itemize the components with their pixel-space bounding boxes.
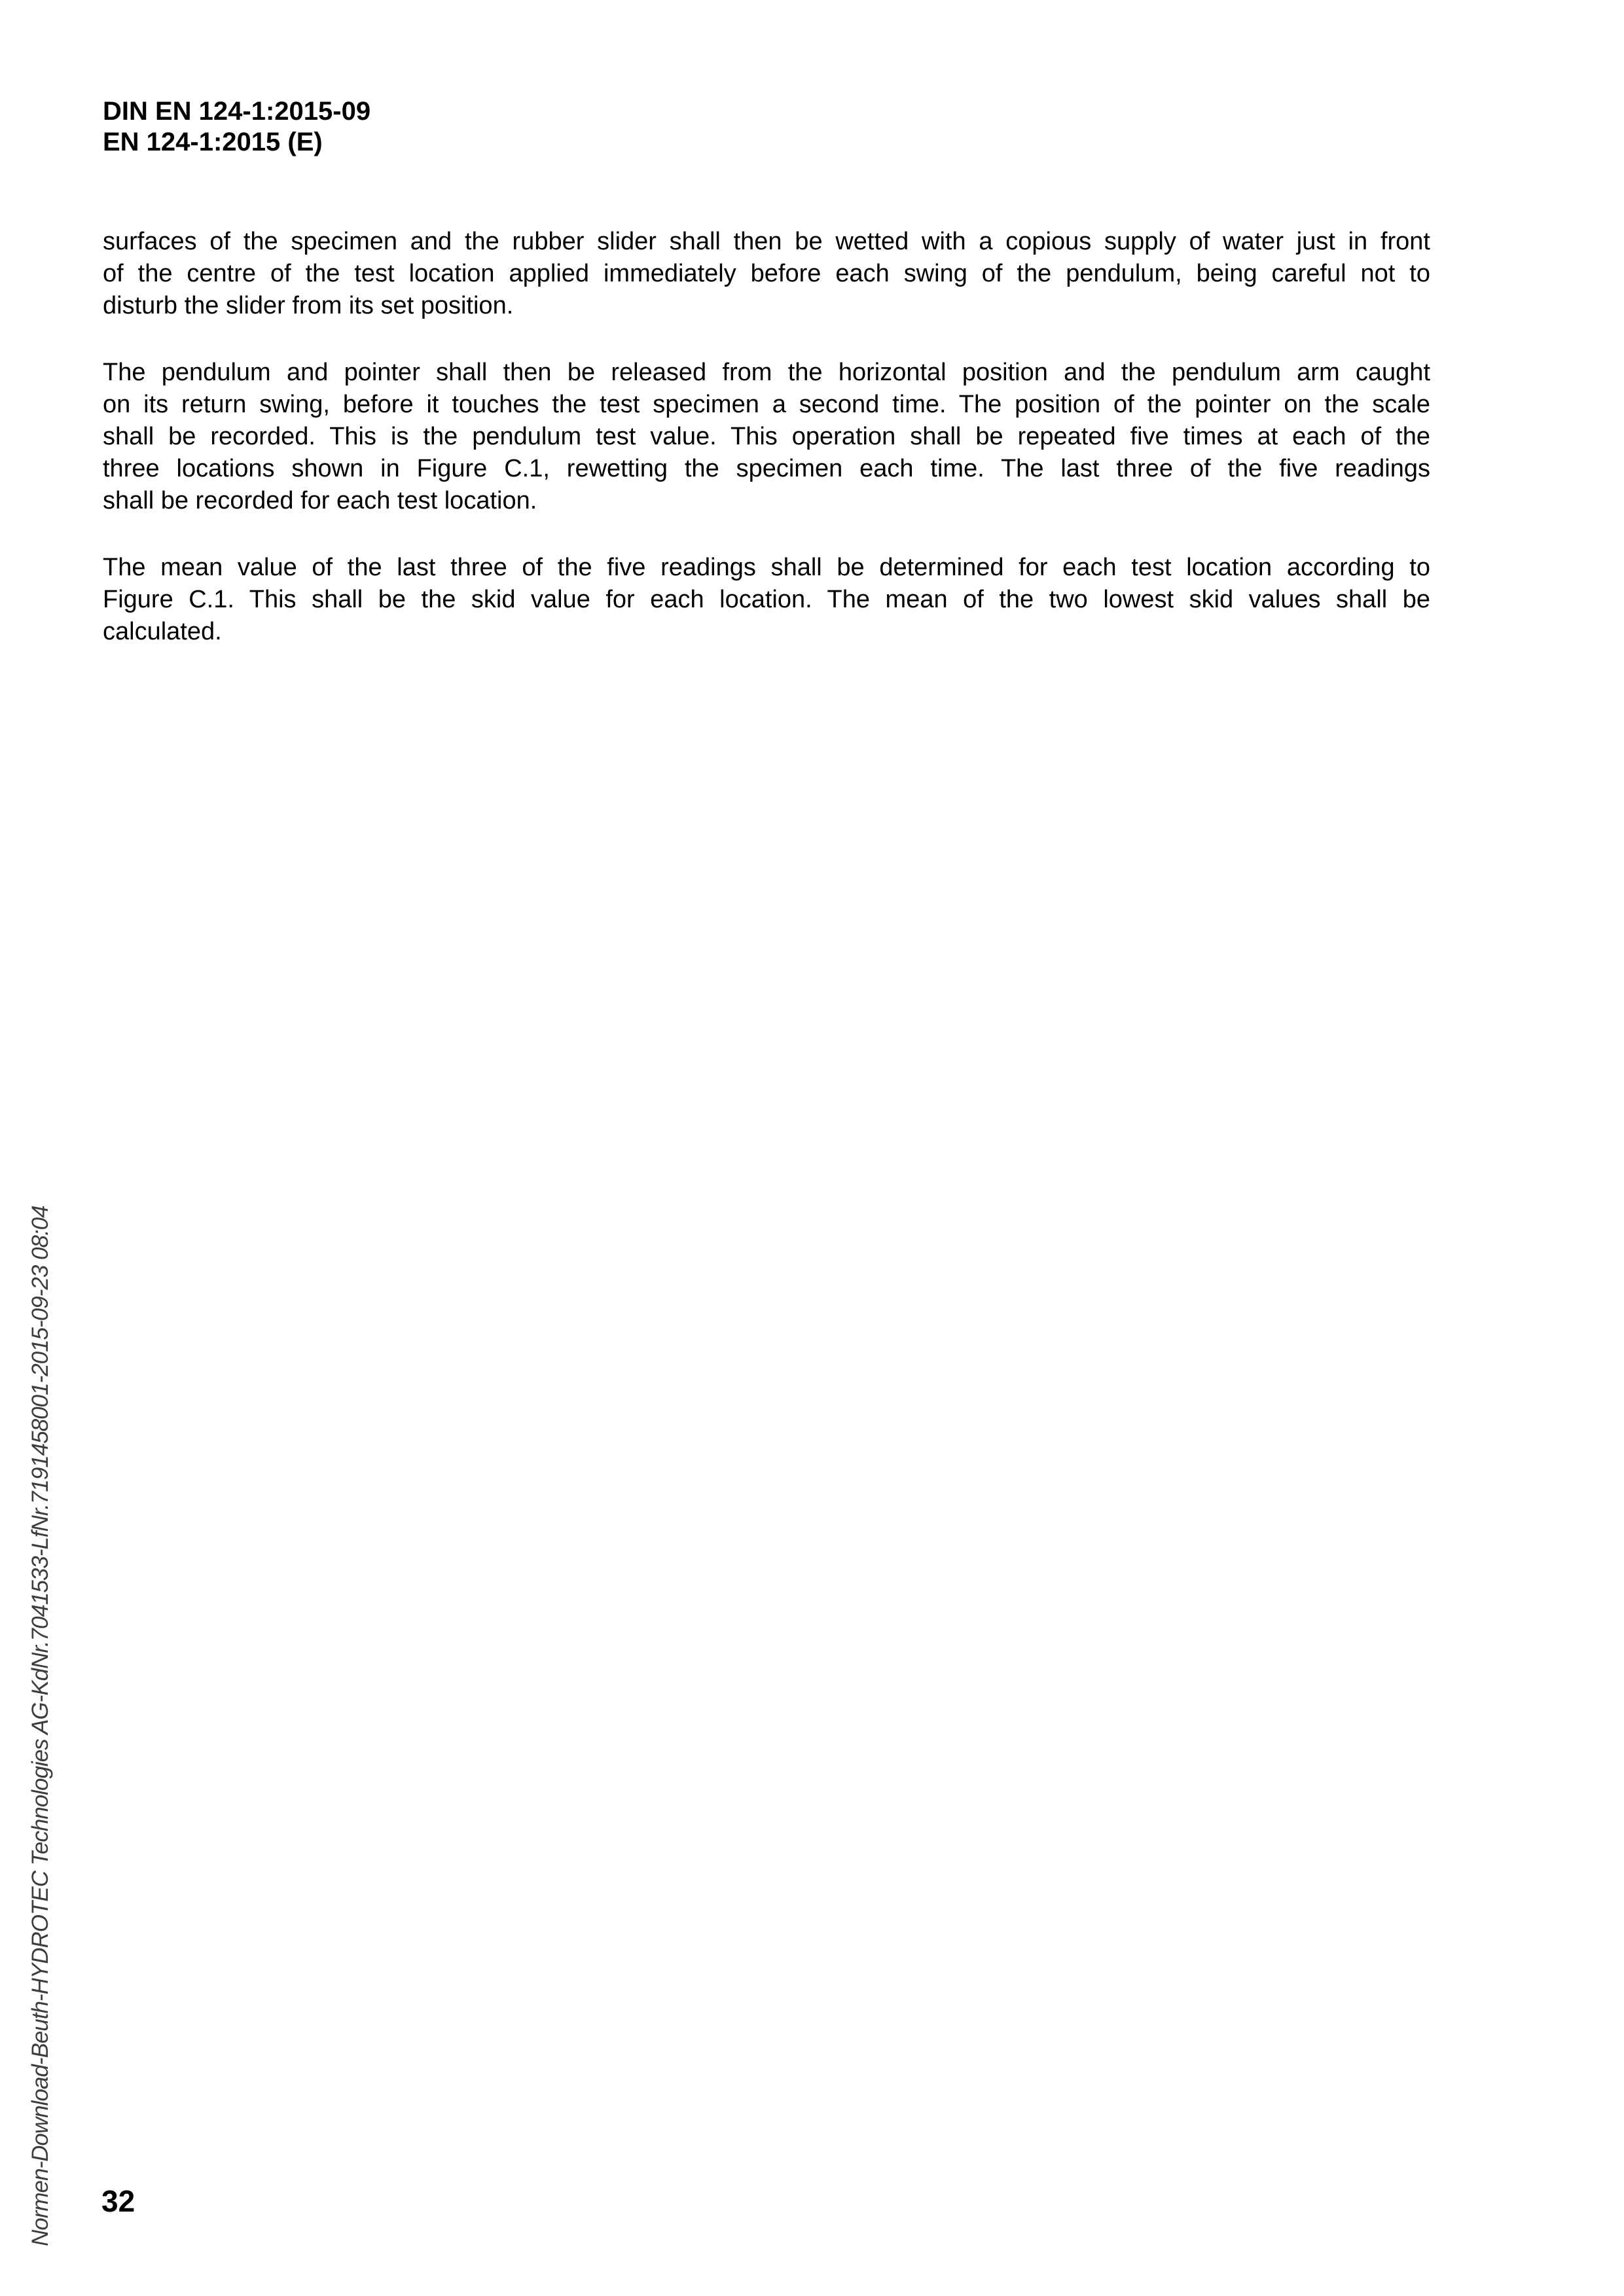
text-line: shall be recorded. This is the pendulum test value. This operation shall be repeated five times at each of the [103, 423, 1430, 450]
header-standard-number: DIN EN 124-1:2015-09 [103, 97, 371, 126]
text-line: disturb the slider from its set position. [103, 292, 514, 319]
sidebar-watermark: Normen-Download-Beuth-HYDROTEC Technologies AG-KdNr.7041533-LfNr.7191458001-2015-09-23 08:04 [27, 1206, 53, 2246]
header-standard-edition: EN 124-1:2015 (E) [103, 128, 323, 156]
text-line: surfaces of the specimen and the rubber slider shall then be wetted with a copious supply of water just in front [103, 228, 1430, 255]
text-line: shall be recorded for each test location. [103, 487, 537, 514]
page-header [103, 96, 370, 158]
text-line: of the centre of the test location applied immediately before each swing of the pendulum, being careful not to [103, 260, 1430, 287]
page-number: 32 [101, 2184, 135, 2218]
body-text [103, 226, 1430, 683]
text-line: calculated. [103, 618, 222, 645]
text-line: three locations shown in Figure C.1, rewetting the specimen each time. The last three of the five readings [103, 455, 1430, 482]
text-line: The mean value of the last three of the five readings shall be determined for each test location according to [103, 554, 1430, 581]
text-line: The pendulum and pointer shall then be released from the horizontal position and the pendulum arm caught [103, 359, 1430, 386]
paragraph-pendulum-release [103, 357, 1430, 517]
text-line: Figure C.1. This shall be the skid value for each location. The mean of the two lowest skid values shall be [103, 586, 1430, 613]
text-line: on its return swing, before it touches the test specimen a second time. The position of the pointer on the scale [103, 391, 1430, 418]
paragraph-wetting [103, 226, 1430, 322]
paragraph-mean-value [103, 552, 1430, 648]
